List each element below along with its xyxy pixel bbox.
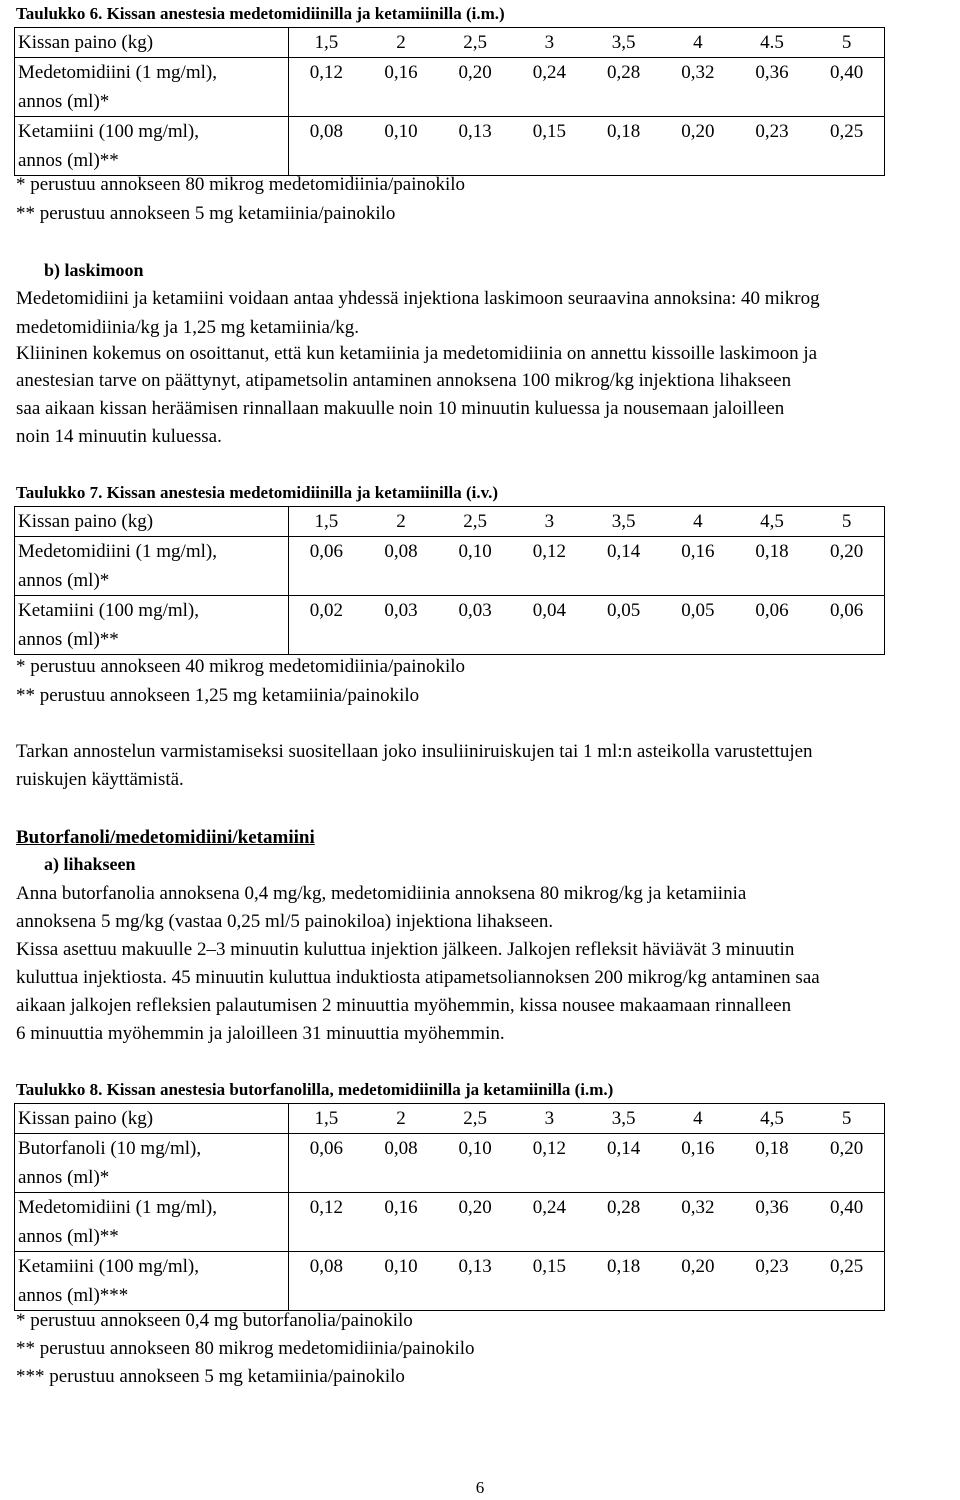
paragraph-line: noin 14 minuutin kuluessa. [16,426,222,447]
weight-cell: 4,5 [735,507,809,537]
weight-cell: 2 [364,28,438,58]
weight-cell: 2 [364,507,438,537]
value-cell: 0,03 [458,600,492,621]
paragraph-line: saa aikaan kissan heräämisen rinnallaan makuulle noin 10 minuutin kuluessa ja nousemaan jaloilleen [16,398,785,419]
table-row [15,1252,885,1282]
table-row [15,28,885,58]
value-cell: 0,25 [809,1252,884,1282]
weight-cell: 3 [512,507,586,537]
weight-cell: 4.5 [735,28,809,58]
value-cell: 0,32 [661,58,735,88]
table-7-caption: Taulukko 7. Kissan anestesia medetomidiinilla ja ketamiinilla (i.v.) [16,483,499,502]
value-cell: 0,10 [384,121,418,142]
weight-cell: 1,5 [289,28,364,58]
table-row [15,1222,885,1252]
value-cell: 0,25 [809,117,884,147]
value-cell: 0,10 [438,537,512,567]
table-row [15,596,885,626]
weight-cell: 4 [661,1104,735,1134]
value-cell: 0,24 [512,58,586,88]
table-row [15,1163,885,1193]
value-cell: 0,12 [289,58,364,88]
weight-cell: 3 [512,1104,586,1134]
table-row [15,625,885,655]
paragraph-line: Kissa asettuu makuulle 2–3 minuutin kuluttua injektion jälkeen. Jalkojen refleksit häviävät 3 minuutin [16,939,795,960]
value-cell: 0,40 [809,1193,884,1223]
paragraph-line: 6 minuuttia myöhemmin ja jaloilleen 31 minuuttia myöhemmin. [16,1023,505,1044]
header-label: Kissan paino (kg) [15,507,289,537]
weight-cell: 4,5 [735,1104,809,1134]
value-cell: 0,03 [384,600,418,621]
paragraph-line: medetomidiinia/kg ja 1,25 mg ketamiinia/kg. [16,317,359,338]
row-label: annos (ml)** [15,1222,289,1252]
paragraph-line: annoksena 5 mg/kg (vastaa 0,25 ml/5 painokiloa) injektiona lihakseen. [16,911,554,932]
table-row [15,566,885,596]
value-cell: 0,16 [384,1197,418,1218]
paragraph-line: anestesian tarve on päättynyt, atipametsolin antaminen annoksena 100 mikrog/kg injektiona lihakseen [16,370,792,391]
value-cell: 0,28 [606,1197,641,1218]
row-label: annos (ml)** [15,146,289,176]
value-cell: 0,10 [438,1134,512,1164]
value-cell: 0,36 [755,1197,789,1218]
weight-cell: 2,5 [438,507,512,537]
value-cell: 0,20 [681,121,715,142]
table-row [15,117,885,147]
paragraph-line: Kliininen kokemus on osoittanut, että kun ketamiinia ja medetomidiinia on annettu kissoille laskimoon ja [16,343,818,364]
table-6 [14,27,885,176]
value-cell: 0,15 [532,1256,566,1277]
weight-cell: 3 [512,28,586,58]
section-b-heading: b) laskimoon [44,260,144,280]
paragraph-line: Tarkan annostelun varmistamiseksi suositellaan joko insuliiniruiskujen tai 1 ml:n asteikolla varustettujen [16,741,813,762]
subsection-heading: a) lihakseen [44,854,136,874]
paragraph-line: Anna butorfanolia annoksena 0,4 mg/kg, medetomidiinia annoksena 80 mikrog/kg ja ketamiinia [16,883,747,904]
weight-cell: 2,5 [438,28,512,58]
value-cell: 0,32 [681,1197,715,1218]
header-label: Kissan paino (kg) [15,1104,289,1134]
value-cell: 0,20 [809,537,884,567]
weight-cell: 2,5 [438,1104,512,1134]
value-cell: 0,08 [309,121,344,142]
value-cell: 0,12 [512,1134,586,1164]
value-cell: 0,06 [809,596,884,626]
footnote: ** perustuu annokseen 5 mg ketamiinia/painokilo [16,203,396,224]
value-cell: 0,28 [586,58,660,88]
row-label: Medetomidiini (1 mg/ml), [15,537,289,567]
value-cell: 0,12 [309,1197,344,1218]
weight-cell: 3,5 [586,507,660,537]
paragraph-line: Medetomidiini ja ketamiini voidaan antaa yhdessä injektiona laskimoon seuraavina annoksina: 40 mikrog [16,288,820,309]
weight-cell: 5 [809,507,884,537]
table-row [15,1104,885,1134]
value-cell: 0,36 [735,58,809,88]
table-row [15,1134,885,1164]
value-cell: 0,23 [755,121,789,142]
footnote: * perustuu annokseen 80 mikrog medetomidiinia/painokilo [16,174,466,195]
value-cell: 0,08 [309,1256,344,1277]
value-cell: 0,08 [364,1134,438,1164]
value-cell: 0,04 [532,600,566,621]
paragraph-line: kuluttua injektiosta. 45 minuutin kuluttua induktiosta atipametsoliannoksen 200 mikrog/kg antaminen saa [16,967,820,988]
row-label: annos (ml)** [15,625,289,655]
weight-cell: 3,5 [586,1104,660,1134]
row-label: Ketamiini (100 mg/ml), [15,596,289,626]
row-label: annos (ml)*** [15,1281,289,1311]
row-label: Medetomidiini (1 mg/ml), [15,58,289,88]
value-cell: 0,18 [735,1134,809,1164]
paragraph-line: ruiskujen käyttämistä. [16,769,184,790]
value-cell: 0,18 [606,121,641,142]
weight-cell: 1,5 [289,507,364,537]
row-label: annos (ml)* [15,566,289,596]
table-row [15,58,885,88]
value-cell: 0,24 [532,1197,566,1218]
weight-cell: 1,5 [289,1104,364,1134]
table-row [15,1193,885,1223]
value-cell: 0,16 [364,58,438,88]
value-cell: 0,20 [809,1134,884,1164]
table-8-caption: Taulukko 8. Kissan anestesia butorfanolilla, medetomidiinilla ja ketamiinilla (i.m.) [16,1080,614,1099]
value-cell: 0,15 [532,121,566,142]
table-7 [14,506,885,655]
table-8 [14,1103,885,1311]
value-cell: 0,06 [755,600,789,621]
page-number: 6 [475,1478,485,1497]
value-cell: 0,13 [458,121,492,142]
value-cell: 0,05 [681,600,715,621]
row-label: annos (ml)* [15,87,289,117]
table-row [15,507,885,537]
value-cell: 0,14 [586,537,660,567]
footnote: * perustuu annokseen 40 mikrog medetomidiinia/painokilo [16,656,466,677]
header-label: Kissan paino (kg) [15,28,289,58]
value-cell: 0,08 [364,537,438,567]
value-cell: 0,20 [438,58,512,88]
row-label: Medetomidiini (1 mg/ml), [15,1193,289,1223]
value-cell: 0,02 [309,600,344,621]
weight-cell: 3,5 [586,28,660,58]
section-heading: Butorfanoli/medetomidiini/ketamiini [16,827,315,848]
row-label: annos (ml)* [15,1163,289,1193]
row-label: Ketamiini (100 mg/ml), [15,1252,289,1282]
footnote: *** perustuu annokseen 5 mg ketamiinia/painokilo [16,1366,405,1387]
weight-cell: 2 [364,1104,438,1134]
value-cell: 0,06 [289,1134,364,1164]
value-cell: 0,14 [586,1134,660,1164]
footnote: ** perustuu annokseen 1,25 mg ketamiinia/painokilo [16,685,420,706]
table-row [15,537,885,567]
footnote: ** perustuu annokseen 80 mikrog medetomidiinia/painokilo [16,1338,475,1359]
value-cell: 0,18 [735,537,809,567]
value-cell: 0,10 [384,1256,418,1277]
value-cell: 0,18 [606,1256,641,1277]
value-cell: 0,20 [681,1256,715,1277]
value-cell: 0,06 [289,537,364,567]
weight-cell: 4 [661,507,735,537]
value-cell: 0,23 [755,1256,789,1277]
table-row [15,87,885,117]
value-cell: 0,40 [809,58,884,88]
weight-cell: 5 [809,28,884,58]
row-label: Ketamiini (100 mg/ml), [15,117,289,147]
weight-cell: 5 [809,1104,884,1134]
value-cell: 0,12 [512,537,586,567]
weight-cell: 4 [661,28,735,58]
row-label: Butorfanoli (10 mg/ml), [15,1134,289,1164]
paragraph-line: aikaan jalkojen refleksien palautumisen 2 minuuttia myöhemmin, kissa nousee makaamaan rinnalleen [16,995,792,1016]
value-cell: 0,16 [661,537,735,567]
value-cell: 0,20 [458,1197,492,1218]
value-cell: 0,16 [661,1134,735,1164]
value-cell: 0,05 [606,600,641,621]
footnote: * perustuu annokseen 0,4 mg butorfanolia/painokilo [16,1310,413,1331]
value-cell: 0,13 [458,1256,492,1277]
table-6-caption: Taulukko 6. Kissan anestesia medetomidiinilla ja ketamiinilla (i.m.) [16,4,505,23]
